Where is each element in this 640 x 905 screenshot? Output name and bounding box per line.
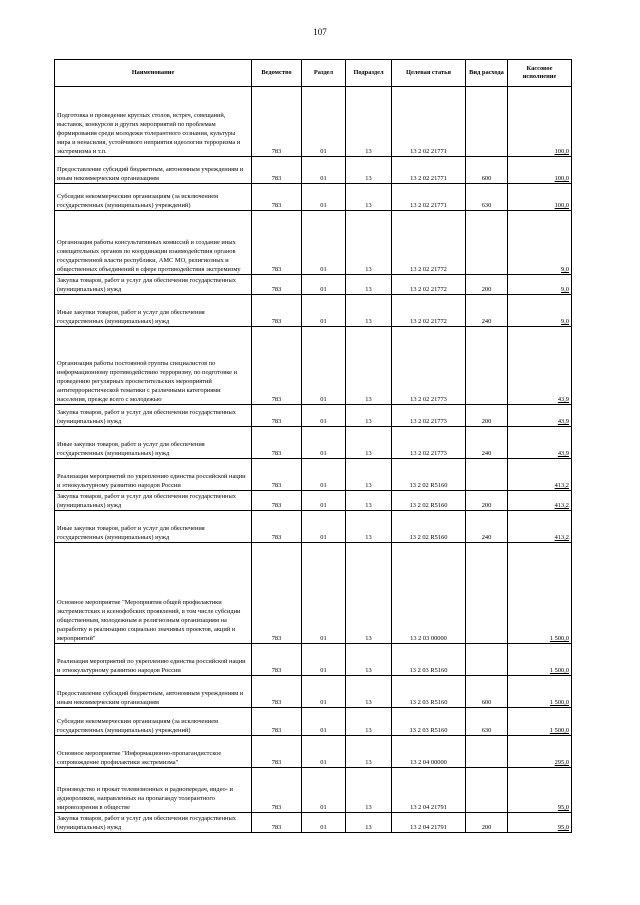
- cell-subsection: 13: [346, 736, 392, 768]
- cell-subsection: 13: [346, 275, 392, 295]
- cell-amount: 43,9: [508, 405, 572, 427]
- cell-name: Предоставление субсидий бюджетным, автономным учреждениям и иным некоммерческим организациям: [55, 676, 252, 708]
- cell-section: 01: [302, 211, 346, 275]
- cell-amount: 100,0: [508, 184, 572, 211]
- cell-target-article: 13 2 02 21771: [392, 87, 466, 157]
- cell-name: Закупка товаров, работ и услуг для обеспечения государственных (муниципальных) нужд: [55, 275, 252, 295]
- cell-amount: 9,0: [508, 211, 572, 275]
- cell-subsection: 13: [346, 295, 392, 327]
- cell-amount: 43,9: [508, 327, 572, 405]
- cell-amount: 100,0: [508, 87, 572, 157]
- cell-department: 783: [252, 511, 302, 543]
- cell-target-article: 13 2 03 R5160: [392, 644, 466, 676]
- cell-name: Закупка товаров, работ и услуг для обеспечения государственных (муниципальных) нужд: [55, 405, 252, 427]
- cell-subsection: 13: [346, 543, 392, 644]
- cell-amount: 43,9: [508, 427, 572, 459]
- table-row: [55, 511, 572, 543]
- cell-department: 783: [252, 736, 302, 768]
- table-row: [55, 157, 572, 184]
- cell-subsection: 13: [346, 87, 392, 157]
- cell-name: Подготовка и проведение круглых столов, встреч, совещаний, выставок, конкурсов и других мероприятий по проблемам формирования среди молодежи толерантного сознания, культуры мира и ненасилия, устойчивого неприятия идеологии терроризма и экстремизма и т.п.: [55, 87, 252, 157]
- header-name: Наименование: [55, 60, 252, 87]
- cell-name: Закупка товаров, работ и услуг для обеспечения государственных (муниципальных) нужд: [55, 491, 252, 511]
- cell-section: 01: [302, 184, 346, 211]
- header-section: Раздел: [302, 60, 346, 87]
- cell-department: 783: [252, 491, 302, 511]
- table-row: [55, 768, 572, 813]
- cell-target-article: 13 2 02 R5160: [392, 459, 466, 491]
- cell-name: Предоставление субсидий бюджетным, автономным учреждениям и иным некоммерческим организациям: [55, 157, 252, 184]
- cell-subsection: 13: [346, 511, 392, 543]
- cell-amount: 95,0: [508, 813, 572, 833]
- cell-name: Иные закупки товаров, работ и услуг для обеспечения государственных (муниципальных) нужд: [55, 511, 252, 543]
- cell-target-article: 13 2 03 R5160: [392, 676, 466, 708]
- header-subsection: Подраздел: [346, 60, 392, 87]
- cell-amount: 413,2: [508, 511, 572, 543]
- table-header-row: [55, 60, 572, 87]
- cell-section: 01: [302, 275, 346, 295]
- cell-expense-type: 200: [466, 491, 508, 511]
- cell-subsection: 13: [346, 157, 392, 184]
- cell-department: 783: [252, 157, 302, 184]
- cell-subsection: 13: [346, 676, 392, 708]
- cell-target-article: 13 2 02 R5160: [392, 491, 466, 511]
- cell-section: 01: [302, 295, 346, 327]
- cell-amount: 295,0: [508, 736, 572, 768]
- cell-target-article: 13 2 02 21772: [392, 275, 466, 295]
- header-expense-type: Вид расхода: [466, 60, 508, 87]
- cell-section: 01: [302, 511, 346, 543]
- table-row: [55, 295, 572, 327]
- cell-expense-type: 240: [466, 511, 508, 543]
- cell-department: 783: [252, 405, 302, 427]
- cell-section: 01: [302, 708, 346, 736]
- cell-target-article: 13 2 02 21773: [392, 405, 466, 427]
- cell-amount: 1 500,0: [508, 676, 572, 708]
- cell-amount: 1 500,0: [508, 644, 572, 676]
- cell-expense-type: [466, 459, 508, 491]
- cell-section: 01: [302, 327, 346, 405]
- cell-target-article: 13 2 03 R5160: [392, 708, 466, 736]
- cell-amount: 1 500,0: [508, 708, 572, 736]
- cell-department: 783: [252, 211, 302, 275]
- cell-name: Закупка товаров, работ и услуг для обеспечения государственных (муниципальных) нужд: [55, 813, 252, 833]
- cell-expense-type: [466, 87, 508, 157]
- cell-section: 01: [302, 813, 346, 833]
- cell-target-article: 13 2 04 00000: [392, 736, 466, 768]
- table-row: [55, 459, 572, 491]
- cell-expense-type: 600: [466, 676, 508, 708]
- cell-department: 783: [252, 459, 302, 491]
- cell-subsection: 13: [346, 427, 392, 459]
- cell-target-article: 13 2 04 21791: [392, 813, 466, 833]
- table-row: [55, 543, 572, 644]
- cell-target-article: 13 2 02 21772: [392, 211, 466, 275]
- cell-name: Реализация мероприятий по укреплению единства российской нации и этнокультурному развитию народов России: [55, 644, 252, 676]
- table-row: [55, 184, 572, 211]
- cell-name: Основное мероприятие "Информационно-пропагандистское сопровождение профилактики экстремизма": [55, 736, 252, 768]
- cell-expense-type: 200: [466, 813, 508, 833]
- table-row: [55, 211, 572, 275]
- table-row: [55, 708, 572, 736]
- cell-section: 01: [302, 157, 346, 184]
- cell-department: 783: [252, 676, 302, 708]
- cell-section: 01: [302, 543, 346, 644]
- cell-department: 783: [252, 644, 302, 676]
- cell-department: 783: [252, 295, 302, 327]
- cell-amount: 413,2: [508, 459, 572, 491]
- table-row: [55, 813, 572, 833]
- cell-department: 783: [252, 275, 302, 295]
- cell-subsection: 13: [346, 813, 392, 833]
- table-body: [55, 87, 572, 833]
- cell-subsection: 13: [346, 405, 392, 427]
- cell-expense-type: 240: [466, 427, 508, 459]
- cell-amount: 1 500,0: [508, 543, 572, 644]
- cell-section: 01: [302, 459, 346, 491]
- cell-expense-type: 630: [466, 708, 508, 736]
- cell-expense-type: 240: [466, 295, 508, 327]
- cell-section: 01: [302, 676, 346, 708]
- cell-department: 783: [252, 327, 302, 405]
- cell-target-article: 13 2 02 21773: [392, 427, 466, 459]
- table-row: [55, 644, 572, 676]
- cell-subsection: 13: [346, 768, 392, 813]
- cell-expense-type: [466, 543, 508, 644]
- cell-name: Основное мероприятие "Мероприятия общей профилактики экстремистских и ксенофобских проявлений, в том числе субсидии общественным, молодежным и религиозным организациям на разработку и реализацию социально значимых проектов, акций и мероприятий": [55, 543, 252, 644]
- cell-target-article: 13 2 03 00000: [392, 543, 466, 644]
- cell-name: Иные закупки товаров, работ и услуг для обеспечения государственных (муниципальных) нужд: [55, 295, 252, 327]
- cell-section: 01: [302, 736, 346, 768]
- table-row: [55, 275, 572, 295]
- header-department: Ведомство: [252, 60, 302, 87]
- cell-expense-type: [466, 327, 508, 405]
- cell-department: 783: [252, 813, 302, 833]
- cell-expense-type: 630: [466, 184, 508, 211]
- table-row: [55, 491, 572, 511]
- cell-target-article: 13 2 02 21771: [392, 184, 466, 211]
- cell-expense-type: 200: [466, 275, 508, 295]
- table-row: [55, 736, 572, 768]
- budget-table: [54, 59, 572, 833]
- cell-amount: 95,0: [508, 768, 572, 813]
- cell-subsection: 13: [346, 644, 392, 676]
- cell-expense-type: [466, 211, 508, 275]
- cell-section: 01: [302, 644, 346, 676]
- table-row: [55, 427, 572, 459]
- cell-target-article: 13 2 02 21771: [392, 157, 466, 184]
- cell-subsection: 13: [346, 327, 392, 405]
- cell-section: 01: [302, 87, 346, 157]
- header-target-article: Целевая статья: [392, 60, 466, 87]
- cell-name: Субсидии некоммерческим организациям (за исключением государственных (муниципальных) учреждений): [55, 184, 252, 211]
- cell-expense-type: [466, 736, 508, 768]
- cell-target-article: 13 2 02 21772: [392, 295, 466, 327]
- cell-subsection: 13: [346, 459, 392, 491]
- cell-amount: 9,0: [508, 295, 572, 327]
- header-cash-execution: Кассовое исполнение: [508, 60, 572, 87]
- cell-target-article: 13 2 02 R5160: [392, 511, 466, 543]
- cell-name: Иные закупки товаров, работ и услуг для обеспечения государственных (муниципальных) нужд: [55, 427, 252, 459]
- cell-subsection: 13: [346, 708, 392, 736]
- cell-section: 01: [302, 405, 346, 427]
- table-row: [55, 327, 572, 405]
- cell-name: Реализация мероприятий по укреплению единства российской нации и этнокультурному развитию народов России: [55, 459, 252, 491]
- cell-expense-type: [466, 768, 508, 813]
- cell-department: 783: [252, 427, 302, 459]
- cell-expense-type: 600: [466, 157, 508, 184]
- table-row: [55, 87, 572, 157]
- table-row: [55, 405, 572, 427]
- table-row: [55, 676, 572, 708]
- cell-name: Организация работы консультативных комиссий и создание иных совещательных органов по координации взаимодействия органов государственной власти республики, АМС МО, религиозных и общественных объединений в сфере противодействия экстремизму: [55, 211, 252, 275]
- cell-target-article: 13 2 04 21791: [392, 768, 466, 813]
- cell-subsection: 13: [346, 211, 392, 275]
- cell-subsection: 13: [346, 491, 392, 511]
- cell-section: 01: [302, 768, 346, 813]
- cell-department: 783: [252, 184, 302, 211]
- cell-department: 783: [252, 708, 302, 736]
- cell-target-article: 13 2 02 21773: [392, 327, 466, 405]
- cell-department: 783: [252, 768, 302, 813]
- cell-department: 783: [252, 87, 302, 157]
- cell-amount: 413,2: [508, 491, 572, 511]
- cell-amount: 9,0: [508, 275, 572, 295]
- cell-subsection: 13: [346, 184, 392, 211]
- cell-expense-type: 200: [466, 405, 508, 427]
- cell-name: Организация работы постоянной группы специалистов по информационному противодействию терроризму, по подготовке и проведению регулярных просветительских мероприятий антитеррористической тематики с различными категориями населения, прежде всего с молодежью: [55, 327, 252, 405]
- cell-expense-type: [466, 644, 508, 676]
- cell-section: 01: [302, 427, 346, 459]
- cell-name: Субсидии некоммерческим организациям (за исключением государственных (муниципальных) учреждений): [55, 708, 252, 736]
- cell-amount: 100,0: [508, 157, 572, 184]
- cell-department: 783: [252, 543, 302, 644]
- page-number: 107: [313, 27, 327, 37]
- cell-name: Производство и прокат телевизионных и радиопередач, видео- и аудиороликов, направленных на пропаганду толерантного мировоззрения в обществе: [55, 768, 252, 813]
- cell-section: 01: [302, 491, 346, 511]
